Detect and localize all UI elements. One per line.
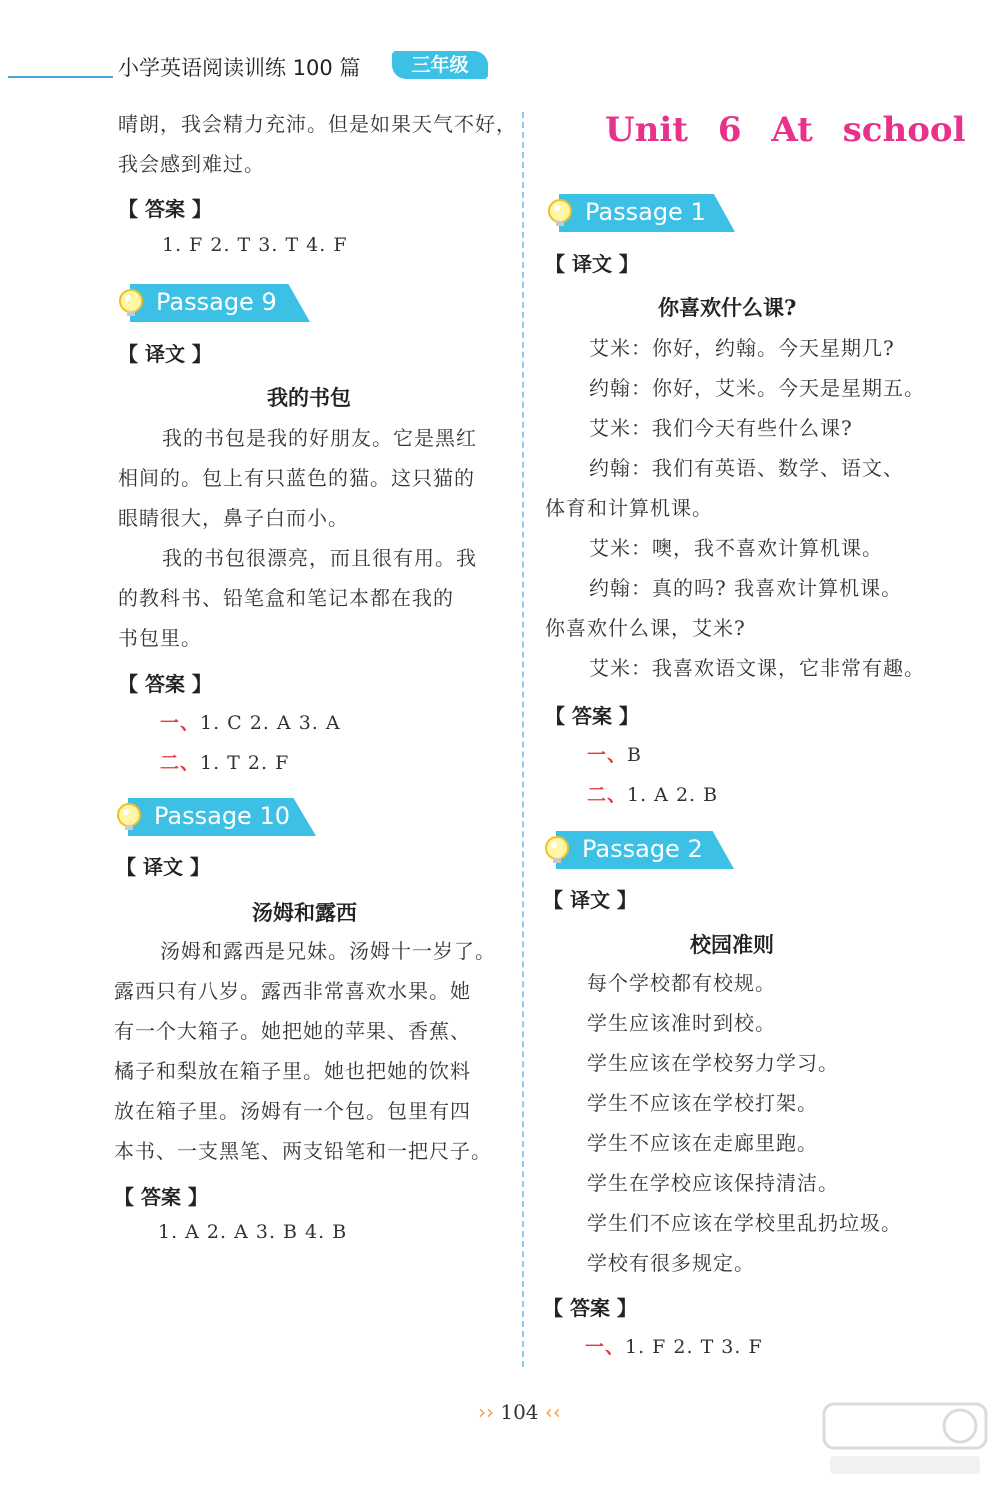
passage-title: 我的书包 bbox=[267, 385, 351, 410]
text-line: 我的书包很漂亮，而且很有用。我 bbox=[162, 546, 477, 570]
lightbulb-icon bbox=[114, 801, 146, 833]
text-line: 学生们不应该在学校里乱扔垃圾。 bbox=[587, 1211, 902, 1235]
answer-line bbox=[587, 780, 718, 807]
grade-badge: 三年级 bbox=[392, 51, 488, 79]
right-arrows: ‹‹ bbox=[544, 1400, 561, 1424]
text-line: 相间的。包上有只蓝色的猫。这只猫的 bbox=[118, 466, 475, 490]
lightbulb-icon bbox=[542, 834, 574, 866]
passage-9-label: Passage 9 bbox=[156, 288, 277, 316]
translation-label: 【 译文 】 bbox=[545, 252, 639, 276]
answer-values: 1. F 2. T 3. F bbox=[625, 1336, 763, 1358]
answer-line bbox=[587, 740, 642, 767]
text-line: 本书、一支黑笔、两支铅笔和一把尺子。 bbox=[114, 1139, 492, 1163]
text-line: 汤姆和露西是兄妹。汤姆十一岁了。 bbox=[160, 939, 496, 963]
intro-line: 我会感到难过。 bbox=[118, 152, 265, 176]
book-title: 小学英语阅读训练 100 篇 bbox=[118, 56, 361, 80]
text-line: 艾米：我们今天有些什么课? bbox=[589, 416, 853, 440]
answer-values: 1. C 2. A 3. A bbox=[200, 712, 341, 734]
answer-values: 1. T 2. F bbox=[200, 752, 290, 774]
page-number bbox=[478, 1400, 561, 1424]
lightbulb-icon bbox=[116, 287, 148, 319]
passage-10-label: Passage 10 bbox=[154, 802, 290, 830]
answer-label: 【 答案 】 bbox=[543, 1296, 637, 1320]
text-line: 学生不应该在学校打架。 bbox=[587, 1091, 818, 1115]
text-line: 有一个大箱子。她把她的苹果、香蕉、 bbox=[114, 1019, 471, 1043]
passage-9-badge bbox=[116, 284, 311, 322]
answer-section-num: 二、 bbox=[160, 752, 201, 774]
text-line: 约翰：你好，艾米。今天是星期五。 bbox=[589, 376, 925, 400]
text-line: 书包里。 bbox=[118, 626, 202, 650]
answer-values: B bbox=[627, 744, 642, 766]
answer-label: 【 答案 】 bbox=[118, 672, 212, 696]
text-line: 你喜欢什么课，艾米? bbox=[545, 616, 746, 640]
text-line: 眼睛很大，鼻子白而小。 bbox=[118, 506, 349, 530]
text-line: 学生应该在学校努力学习。 bbox=[587, 1051, 839, 1075]
text-line: 体育和计算机课。 bbox=[545, 496, 713, 520]
text-line: 艾米：我喜欢语文课，它非常有趣。 bbox=[589, 656, 925, 680]
passage-2-badge bbox=[542, 831, 737, 869]
lightbulb-icon bbox=[545, 197, 577, 229]
text-line: 放在箱子里。汤姆有一个包。包里有四 bbox=[114, 1099, 471, 1123]
text-line: 学生应该准时到校。 bbox=[587, 1011, 776, 1035]
answer-section-num: 二、 bbox=[587, 784, 628, 806]
text-line: 约翰：真的吗? 我喜欢计算机课。 bbox=[589, 576, 903, 600]
text-line: 艾米：噢，我不喜欢计算机课。 bbox=[589, 536, 883, 560]
answer-line: 1. A 2. A 3. B 4. B bbox=[158, 1221, 348, 1243]
answer-label: 【 答案 】 bbox=[118, 197, 212, 221]
translation-label: 【 译文 】 bbox=[116, 855, 210, 879]
answer-line bbox=[160, 708, 341, 735]
passage-title: 你喜欢什么课? bbox=[658, 295, 797, 320]
text-line: 每个学校都有校规。 bbox=[587, 971, 776, 995]
text-line: 约翰：我们有英语、数学、语文、 bbox=[589, 456, 904, 480]
text-line: 橘子和梨放在箱子里。她也把她的饮料 bbox=[114, 1059, 471, 1083]
left-arrows: ›› bbox=[478, 1400, 494, 1424]
text-line: 露西只有八岁。露西非常喜欢水果。她 bbox=[114, 979, 471, 1003]
page-header bbox=[0, 48, 520, 88]
text-line: 学校有很多规定。 bbox=[587, 1251, 755, 1275]
answer-line bbox=[160, 748, 289, 775]
passage-2-label: Passage 2 bbox=[582, 835, 703, 863]
answer-label: 【 答案 】 bbox=[545, 704, 639, 728]
answer-section-num: 一、 bbox=[160, 712, 201, 734]
passage-1-label: Passage 1 bbox=[585, 198, 706, 226]
text-line: 艾米：你好，约翰。今天星期几? bbox=[589, 336, 895, 360]
passage-title: 校园准则 bbox=[690, 932, 774, 957]
unit-title: Unit 6 At school bbox=[605, 110, 966, 150]
text-line: 学生不应该在走廊里跑。 bbox=[587, 1131, 818, 1155]
answer-section-num: 一、 bbox=[585, 1336, 626, 1358]
text-line: 的教科书、铅笔盒和笔记本都在我的 bbox=[118, 586, 454, 610]
translation-label: 【 译文 】 bbox=[118, 342, 212, 366]
page-number-value: 104 bbox=[500, 1400, 539, 1424]
answer-section-num: 一、 bbox=[587, 744, 628, 766]
column-divider bbox=[522, 112, 524, 1367]
answer-label: 【 答案 】 bbox=[114, 1185, 208, 1209]
header-rule bbox=[8, 76, 113, 78]
translation-label: 【 译文 】 bbox=[543, 888, 637, 912]
answer-line bbox=[585, 1332, 763, 1359]
watermark-logo bbox=[820, 1400, 990, 1480]
answer-values: 1. A 2. B bbox=[627, 784, 719, 806]
text-line: 我的书包是我的好朋友。它是黑红 bbox=[162, 426, 477, 450]
answer-line: 1. F 2. T 3. T 4. F bbox=[162, 234, 348, 256]
intro-line: 晴朗，我会精力充沛。但是如果天气不好， bbox=[118, 112, 517, 136]
text-line: 学生在学校应该保持清洁。 bbox=[587, 1171, 839, 1195]
passage-title: 汤姆和露西 bbox=[252, 900, 357, 925]
passage-10-badge bbox=[114, 798, 309, 836]
passage-1-badge bbox=[545, 194, 740, 232]
